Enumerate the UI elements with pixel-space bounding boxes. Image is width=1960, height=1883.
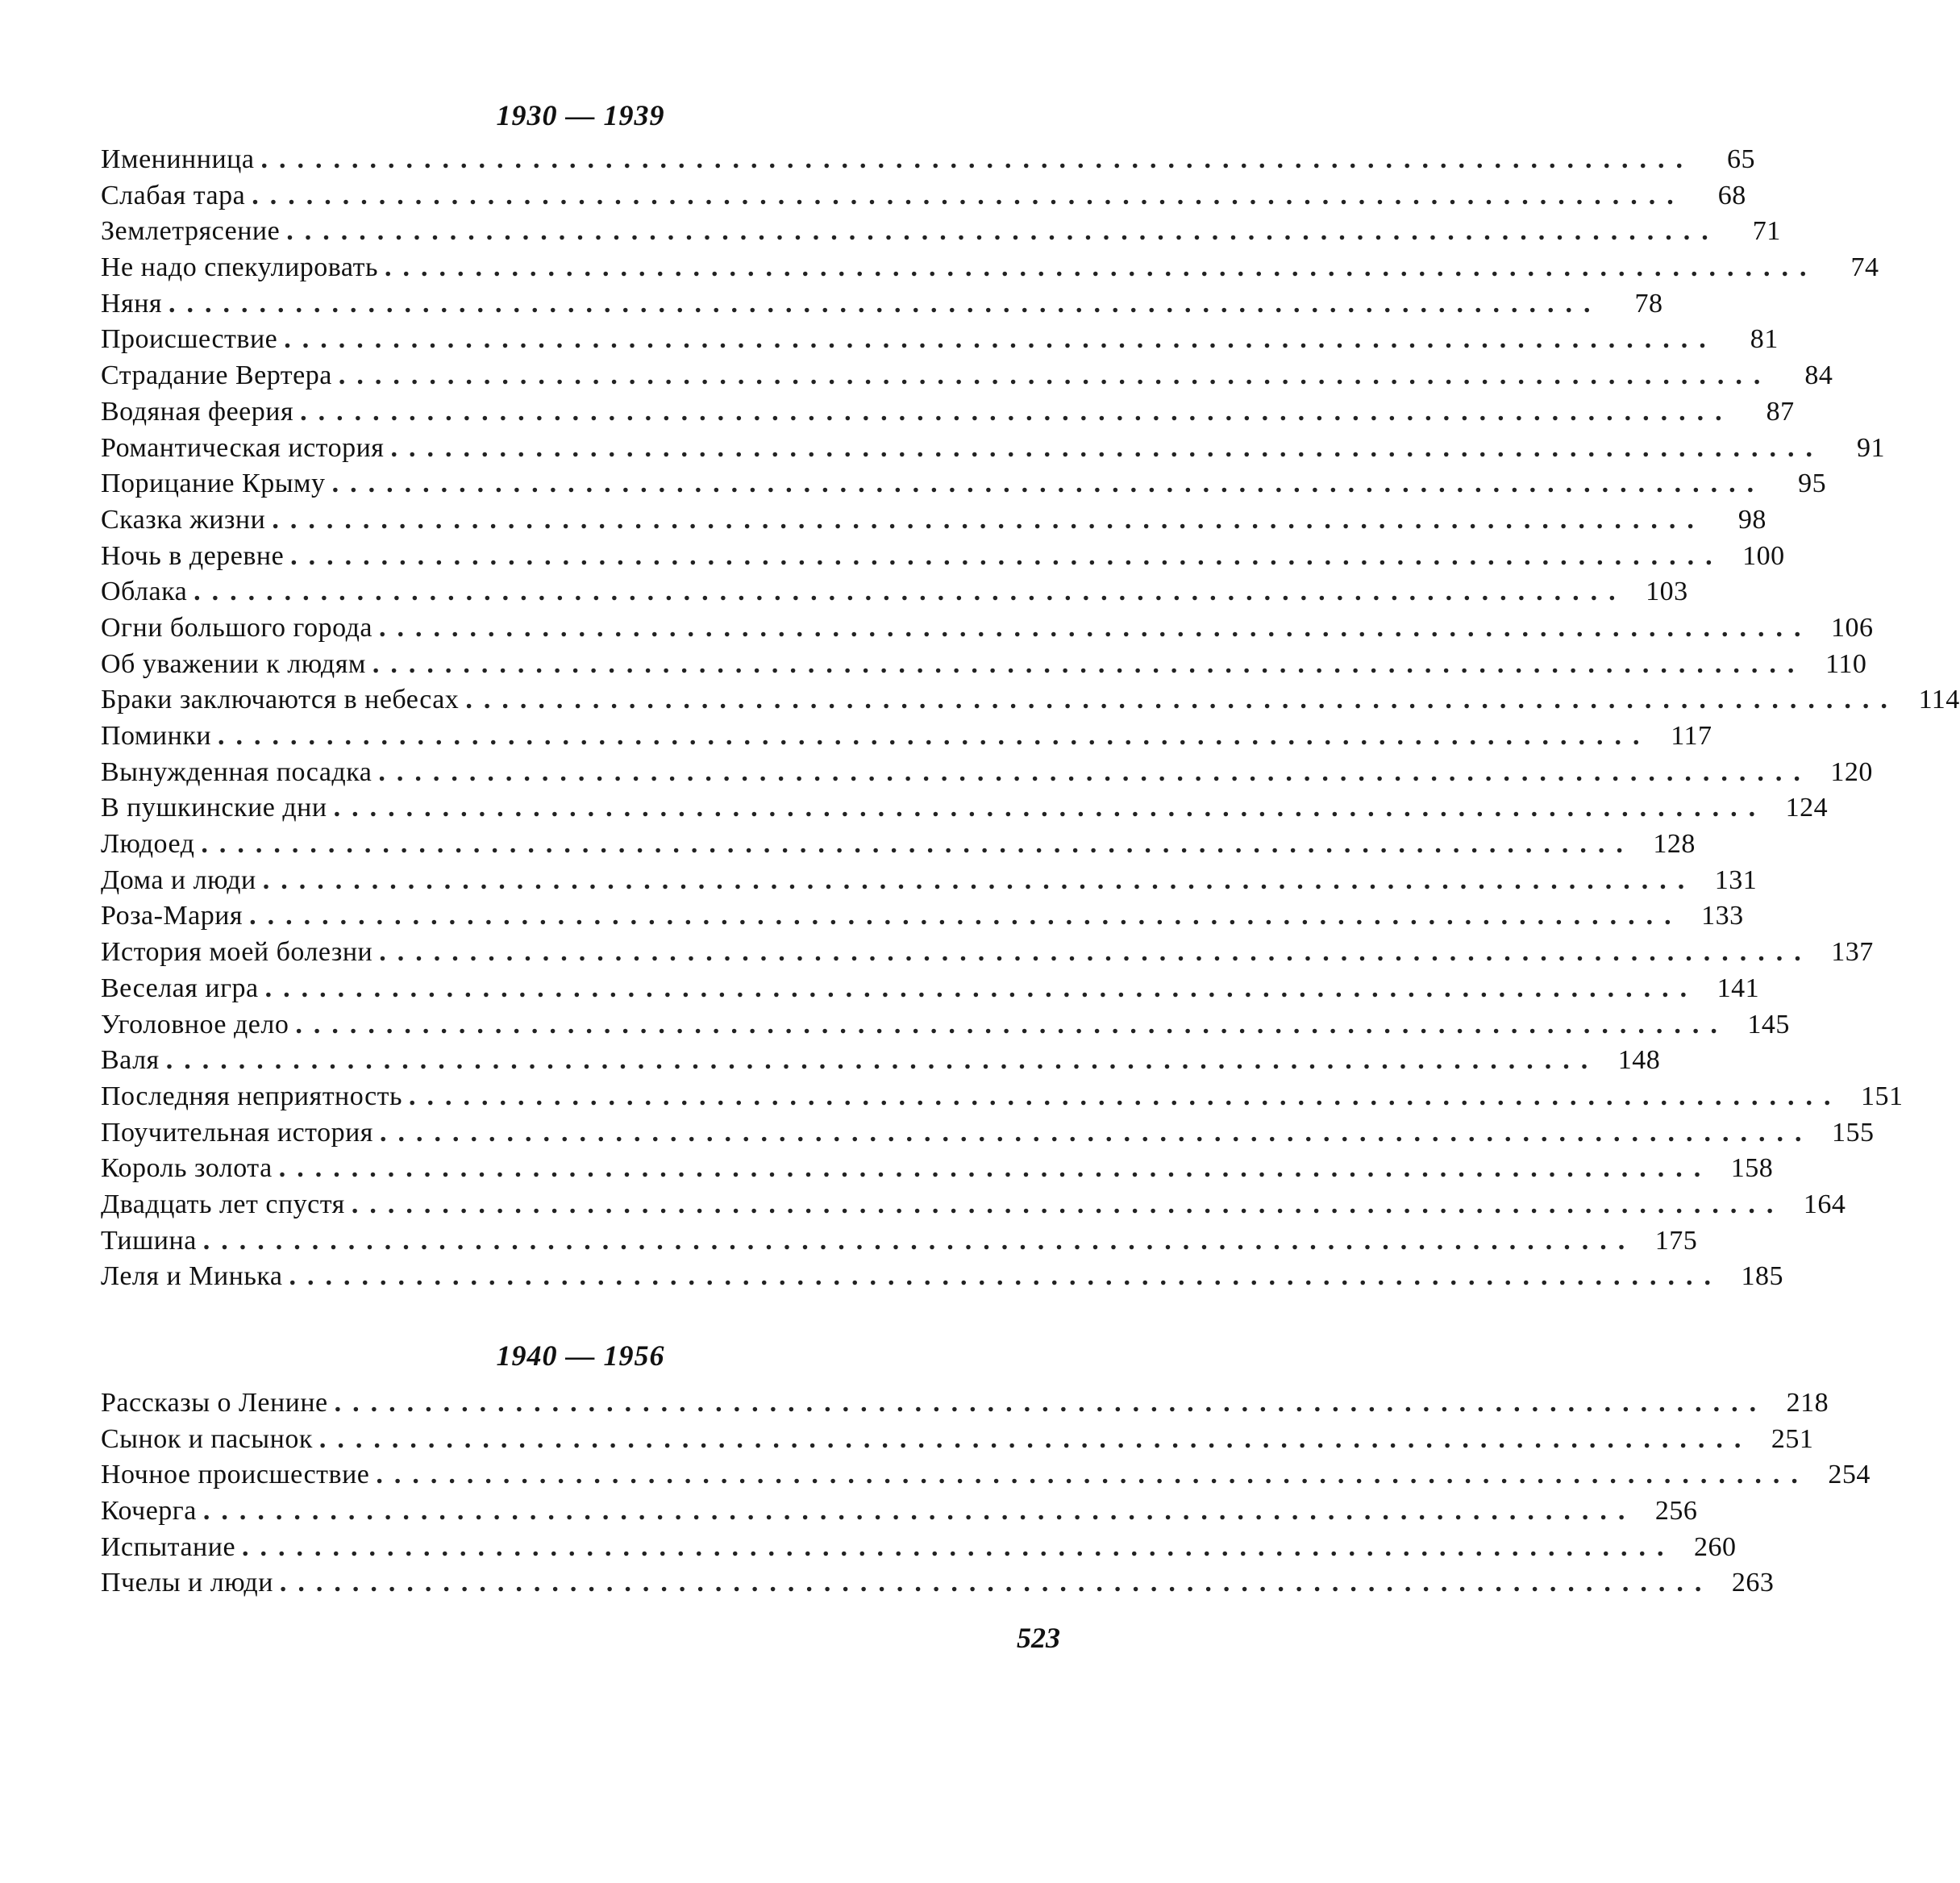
toc-entry-title: Дома и люди	[101, 863, 263, 899]
toc-entry-title: Няня	[101, 286, 169, 323]
toc-entry-page: 263	[1731, 1568, 1775, 1598]
toc-entry-title: Сказка жизни	[101, 502, 272, 539]
toc-entry	[101, 250, 1879, 286]
toc-entry-page: 133	[1701, 901, 1744, 931]
toc-entry-title: Вынужденная посадка	[101, 755, 378, 791]
toc-entry	[101, 682, 1960, 719]
toc-entry-title: Страдание Вертера	[101, 358, 339, 394]
dot-leader: ...............................................................................	[333, 793, 1767, 823]
toc-entry-page: 218	[1786, 1388, 1829, 1418]
toc-entry-page: 151	[1861, 1081, 1904, 1111]
toc-entry	[101, 214, 1781, 250]
toc-entry-title: Рассказы о Ленине	[101, 1385, 335, 1422]
toc-entry	[101, 394, 1795, 431]
toc-entry-page: 260	[1694, 1531, 1737, 1562]
dot-leader: ...............................................................................	[379, 1117, 1813, 1148]
toc-entry-page: 124	[1785, 793, 1829, 823]
dot-leader: ...............................................................................	[169, 288, 1602, 319]
toc-entry-title: Уголовное дело	[101, 1007, 295, 1044]
toc-entry-title: В пушкинские дни	[101, 790, 334, 827]
dot-leader: ...............................................................................	[194, 577, 1627, 607]
dot-leader: ...............................................................................	[202, 1225, 1637, 1256]
toc-entry-title: Огни большого города	[101, 610, 379, 647]
toc-entry	[101, 863, 1758, 899]
toc-entry-title: Облака	[101, 574, 194, 610]
toc-entry	[101, 1565, 1775, 1602]
toc-entry-title: Водяная феерия	[101, 394, 300, 431]
dot-leader: ...............................................................................	[318, 1423, 1753, 1454]
toc-entry	[101, 1043, 1661, 1079]
dot-leader: ...............................................................................	[351, 1189, 1785, 1219]
toc-entry-page: 155	[1831, 1117, 1875, 1148]
dot-leader: ...............................................................................	[295, 1009, 1729, 1039]
section-heading: 1940 — 1956	[496, 1339, 665, 1372]
toc-entry-title: Последняя неприятность	[101, 1079, 409, 1115]
dot-leader: ...............................................................................	[379, 612, 1812, 643]
toc-entry-page: 128	[1653, 829, 1696, 860]
toc-entry-title: Роза-Мария	[101, 898, 249, 935]
toc-entry-title: Об уважении к людям	[101, 647, 372, 683]
toc-entry-title: История моей болезни	[101, 935, 379, 971]
dot-leader: ...............................................................................	[284, 324, 1717, 355]
toc-list	[101, 142, 1960, 1295]
toc-entry-page: 74	[1850, 252, 1879, 283]
toc-entry-title: Леля и Минька	[101, 1259, 289, 1295]
toc-entry-page: 98	[1737, 504, 1766, 535]
toc-entry	[101, 502, 1766, 539]
toc-entry-title: Именинница	[101, 142, 260, 178]
toc-entry-page: 114	[1918, 685, 1960, 715]
toc-entry	[101, 935, 1874, 971]
dot-leader: ...............................................................................	[300, 396, 1733, 427]
toc-entry	[101, 719, 1712, 755]
toc-entry	[101, 322, 1779, 358]
toc-entry-page: 87	[1766, 396, 1795, 427]
dot-leader: ...............................................................................	[465, 685, 1899, 715]
toc-entry	[101, 142, 1755, 178]
toc-entry-page: 103	[1646, 577, 1688, 607]
toc-entry	[101, 1259, 1783, 1295]
toc-entry-page: 131	[1714, 864, 1758, 895]
toc-entry	[101, 610, 1874, 647]
toc-entry	[101, 971, 1760, 1007]
toc-entry	[101, 827, 1696, 863]
toc-entry-title: Ночное происшествие	[101, 1457, 376, 1493]
dot-leader: ...............................................................................	[165, 1045, 1600, 1076]
dot-leader: ...............................................................................	[249, 901, 1683, 931]
dot-leader: ...............................................................................	[376, 1460, 1809, 1490]
dot-leader: ...............................................................................	[379, 937, 1812, 968]
toc-entry	[101, 898, 1744, 935]
dot-leader: ...............................................................................	[272, 504, 1705, 535]
toc-list	[101, 1385, 1871, 1602]
toc-entry-title: Двадцать лет спустя	[101, 1187, 352, 1223]
toc-entry-page: 78	[1634, 288, 1663, 319]
dot-leader: ...............................................................................	[385, 252, 1818, 283]
toc-entry	[101, 431, 1885, 467]
toc-entry-title: Слабая тара	[101, 178, 252, 215]
toc-entry	[101, 1457, 1871, 1493]
toc-entry-page: 141	[1717, 973, 1760, 1003]
toc-entry-page: 95	[1798, 469, 1827, 499]
toc-entry-page: 84	[1804, 360, 1833, 391]
dot-leader: ...............................................................................	[218, 721, 1651, 751]
toc-entry	[101, 1530, 1737, 1566]
toc-entry	[101, 539, 1785, 575]
toc-entry	[101, 286, 1663, 323]
toc-entry-page: 110	[1825, 648, 1867, 679]
toc-entry-title: Сынок и пасынок	[101, 1422, 319, 1458]
toc-entry-title: Ночь в деревне	[101, 539, 290, 575]
dot-leader: ...............................................................................	[242, 1531, 1675, 1562]
toc-entry	[101, 1493, 1698, 1530]
dot-leader: ...............................................................................	[338, 360, 1772, 391]
toc-entry-page: 106	[1831, 612, 1874, 643]
toc-entry-title: Валя	[101, 1043, 166, 1079]
toc-entry-title: Не надо спекулировать	[101, 250, 385, 286]
toc-entry	[101, 1385, 1829, 1422]
toc-entry	[101, 790, 1829, 827]
toc-entry	[101, 1079, 1904, 1115]
toc-entry	[101, 1115, 1875, 1152]
toc-entry-page: 100	[1742, 540, 1785, 571]
toc-entry	[101, 647, 1867, 683]
toc-entry	[101, 1151, 1774, 1187]
toc-entry-page: 256	[1654, 1496, 1698, 1527]
toc-entry-page: 185	[1741, 1261, 1783, 1292]
dot-leader: ...............................................................................	[252, 180, 1685, 210]
toc-entry-title: Кочерга	[101, 1493, 203, 1530]
toc-entry-title: Землетрясение	[101, 214, 286, 250]
toc-entry-page: 71	[1752, 216, 1781, 247]
dot-leader: ...............................................................................	[378, 756, 1812, 787]
toc-entry-page: 164	[1803, 1189, 1846, 1219]
book-page	[101, 0, 1960, 1883]
dot-leader: ...............................................................................	[334, 1388, 1768, 1418]
toc-entry-title: Происшествие	[101, 322, 284, 358]
toc-entry-page: 175	[1654, 1225, 1698, 1256]
toc-entry	[101, 1007, 1790, 1044]
toc-entry-page: 68	[1717, 180, 1746, 210]
dot-leader: ...............................................................................	[262, 864, 1696, 895]
toc-entry	[101, 1422, 1814, 1458]
dot-leader: ...............................................................................	[260, 144, 1694, 174]
dot-leader: ...............................................................................	[331, 469, 1766, 499]
toc-entry-page: 91	[1856, 432, 1885, 463]
toc-entry-page: 117	[1671, 721, 1712, 751]
toc-entry-title: Испытание	[101, 1530, 242, 1566]
dot-leader: ...............................................................................	[390, 432, 1824, 463]
toc-entry-page: 254	[1828, 1460, 1871, 1490]
toc-entry-title: Тишина	[101, 1223, 203, 1260]
dot-leader: ...............................................................................	[264, 973, 1699, 1003]
toc-entry-page: 145	[1747, 1009, 1790, 1039]
toc-entry-title: Романтическая история	[101, 431, 390, 467]
toc-entry-title: Веселая игра	[101, 971, 265, 1007]
dot-leader: ...............................................................................	[409, 1081, 1842, 1111]
toc-entry-page: 251	[1771, 1423, 1814, 1454]
toc-entry	[101, 466, 1827, 502]
toc-entry-page: 65	[1726, 144, 1755, 174]
toc-entry-title: Король золота	[101, 1151, 279, 1187]
toc-entry-title: Браки заключаются в небесах	[101, 682, 465, 719]
dot-leader: ...............................................................................	[202, 1496, 1637, 1527]
toc-entry	[101, 358, 1833, 394]
toc-entry-page: 148	[1617, 1045, 1661, 1076]
toc-entry-page: 137	[1831, 937, 1874, 968]
toc-entry-title: Порицание Крыму	[101, 466, 332, 502]
toc-entry	[101, 178, 1746, 215]
dot-leader: ...............................................................................	[290, 540, 1724, 571]
toc-entry	[101, 1187, 1846, 1223]
dot-leader: ...............................................................................	[372, 648, 1806, 679]
toc-entry	[101, 574, 1688, 610]
toc-entry-page: 81	[1750, 324, 1779, 355]
page-number: 523	[1017, 1622, 1060, 1654]
dot-leader: ...............................................................................	[289, 1261, 1722, 1292]
toc-entry-title: Пчелы и люди	[101, 1565, 280, 1602]
dot-leader: ...............................................................................	[278, 1153, 1712, 1184]
toc-entry	[101, 1223, 1698, 1260]
toc-entry-title: Поучительная история	[101, 1115, 380, 1152]
toc-entry-page: 120	[1830, 756, 1873, 787]
dot-leader: ...............................................................................	[279, 1568, 1713, 1598]
toc-entry-page: 158	[1730, 1153, 1774, 1184]
section-heading: 1930 — 1939	[496, 99, 665, 131]
dot-leader: ...............................................................................	[201, 829, 1634, 860]
dot-leader: ...............................................................................	[286, 216, 1720, 247]
toc-entry	[101, 755, 1873, 791]
toc-entry-title: Поминки	[101, 719, 218, 755]
toc-entry-title: Людоед	[101, 827, 201, 863]
